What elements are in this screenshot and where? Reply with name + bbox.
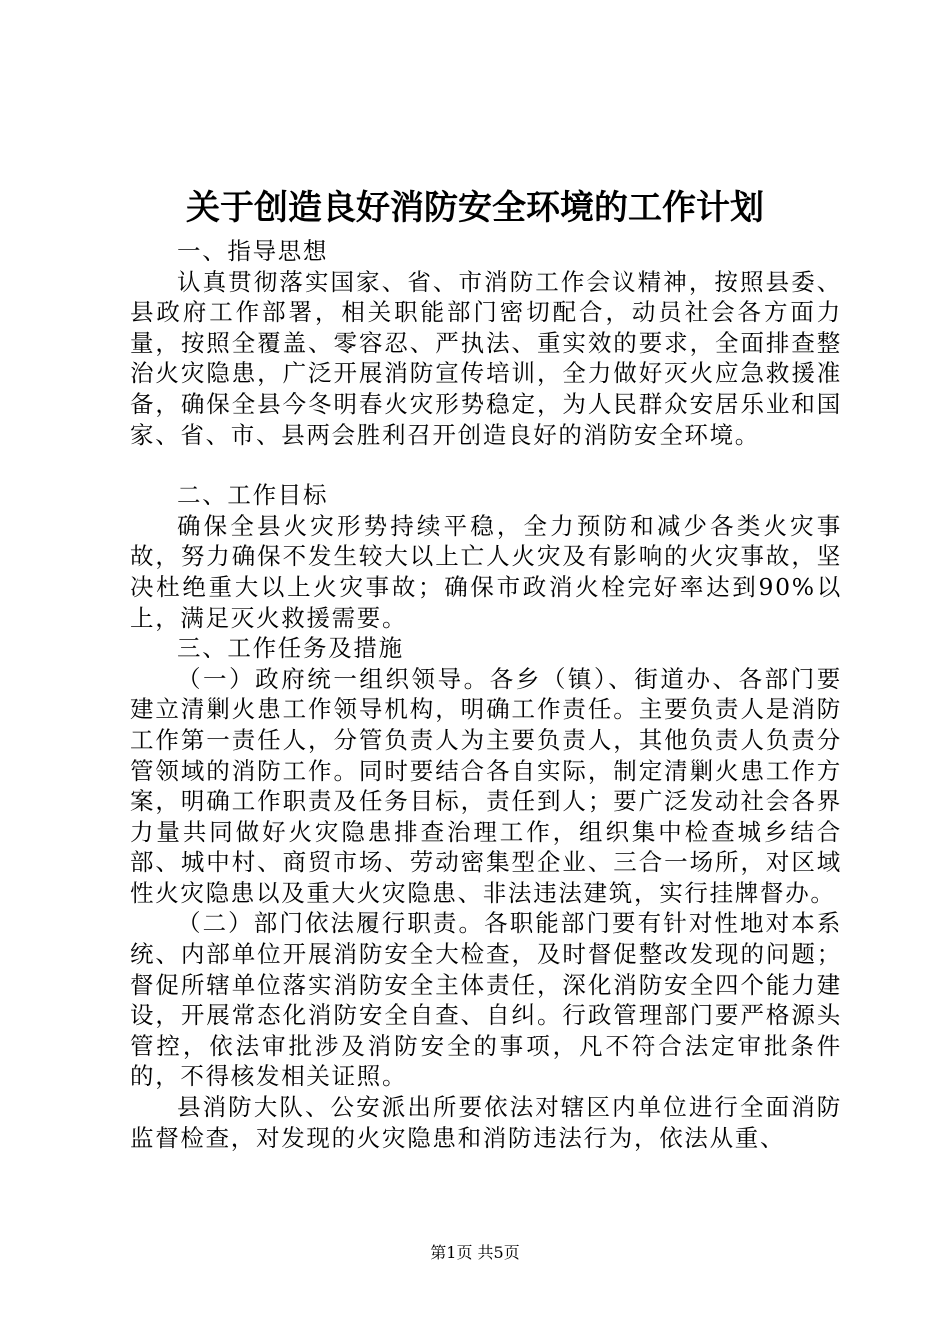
document-title: 关于创造良好消防安全环境的工作计划 bbox=[186, 188, 764, 228]
paragraph-government-leadership: （一）政府统一组织领导。各乡（镇）、街道办、各部门要建立清剿火患工作领导机构，明确工作责任。主要负责人是消防工作第一责任人，分管负责人为主要负责人，其他负责人负责分管领域的消防工作。同时要结合各自实际，制定清剿火患工作方案，明确工作职责及任务目标，责任到人；要广泛发动社会各界力量共同做好火灾隐患排查治理工作，组织集中检查城乡结合部、城中村、商贸市场、劳动密集型企业、三合一场所，对区域性火灾隐患以及重大火灾隐患、非法违法建筑，实行挂牌督办。 bbox=[130, 664, 842, 907]
paragraph-guiding-ideology: 认真贯彻落实国家、省、市消防工作会议精神，按照县委、县政府工作部署，相关职能部门密切配合，动员社会各方面力量，按照全覆盖、零容忍、严执法、重实效的要求，全面排查整治火灾隐患，广泛开展消防宣传培训，全力做好灭火应急救援准备，确保全县今冬明春火灾形势稳定，为人民群众安居乐业和国家、省、市、县两会胜利召开创造良好的消防安全环境。 bbox=[130, 267, 842, 449]
paragraph-department-duties: （二）部门依法履行职责。各职能部门要有针对性地对本系统、内部单位开展消防安全大检查，及时督促整改发现的问题；督促所辖单位落实消防安全主体责任，深化消防安全四个能力建设，开展常态化消防安全自查、自纠。行政管理部门要严格源头管控，依法审批涉及消防安全的事项，凡不符合法定审批条件的，不得核发相关证照。 bbox=[130, 909, 842, 1091]
paragraph-work-goals: 确保全县火灾形势持续平稳，全力预防和减少各类火灾事故，努力确保不发生较大以上亡人火灾及有影响的火灾事故，坚决杜绝重大以上火灾事故；确保市政消火栓完好率达到90%以上，满足灭火救援需要。 bbox=[130, 511, 842, 632]
paragraph-fire-brigade-inspection: 县消防大队、公安派出所要依法对辖区内单位进行全面消防监督检查，对发现的火灾隐患和消防违法行为，依法从重、 bbox=[130, 1093, 842, 1152]
section-heading-guiding-ideology: 一、指导思想 bbox=[177, 237, 329, 265]
section-heading-work-goals: 二、工作目标 bbox=[177, 481, 329, 510]
page-footer: 第1页 共5页 bbox=[430, 1243, 520, 1262]
section-heading-tasks-measures: 三、工作任务及措施 bbox=[177, 634, 404, 663]
document-body bbox=[130, 236, 842, 1153]
